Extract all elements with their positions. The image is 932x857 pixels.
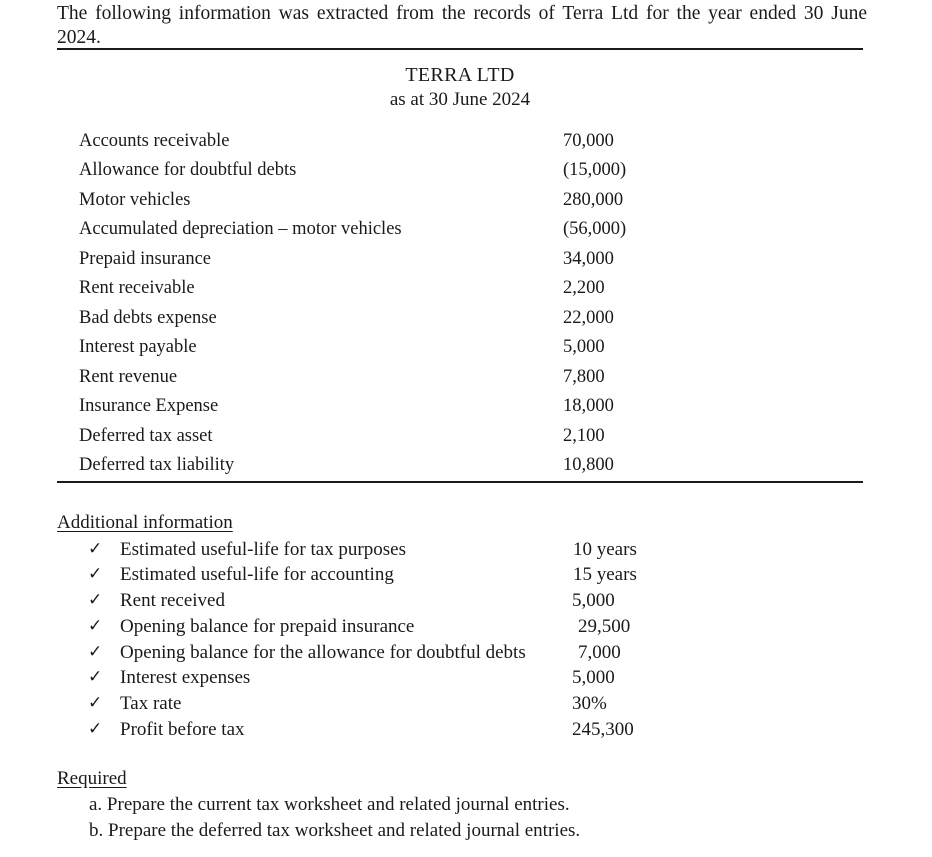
account-value: 5,000 [563,337,605,357]
check-icon: ✓ [88,539,103,559]
check-icon: ✓ [88,616,103,636]
list-item [0,539,932,565]
account-label: Bad debts expense [79,308,217,328]
check-icon: ✓ [88,719,103,739]
account-row [0,455,932,484]
bottom-rule [57,481,863,483]
account-value: 2,100 [563,426,605,446]
list-item [0,564,932,590]
account-row [0,396,932,425]
check-icon: ✓ [88,693,103,713]
info-label: Rent received [120,590,225,611]
account-value: 7,800 [563,367,605,387]
info-value: 29,500 [578,616,631,637]
account-value: 10,800 [563,455,614,475]
list-item [0,590,932,616]
account-label: Prepaid insurance [79,249,212,269]
info-value: 5,000 [572,590,615,611]
account-label: Deferred tax asset [79,426,213,446]
account-value: 280,000 [563,190,624,210]
account-value: 2,200 [563,278,605,298]
account-value: (15,000) [563,160,627,180]
info-label: Interest expenses [120,667,251,688]
required-item: b. Prepare the deferred tax worksheet and related journal entries. [89,820,581,841]
intro-paragraph: The following information was extracted from the records of Terra Ltd for the year ended 30 June 2024. [57,3,867,48]
info-label: Estimated useful-life for accounting [120,564,394,585]
check-icon: ✓ [88,642,103,662]
account-label: Insurance Expense [79,396,219,416]
required-heading: Required [57,768,127,789]
top-rule [57,48,863,50]
account-row [0,190,932,219]
list-item [0,693,932,719]
account-row [0,131,932,160]
info-value: 7,000 [578,642,621,663]
info-label: Opening balance for prepaid insurance [120,616,415,637]
account-value: 70,000 [563,131,614,151]
account-row [0,278,932,307]
account-row [0,367,932,396]
account-row [0,219,932,248]
account-label: Deferred tax liability [79,455,235,475]
account-value: 34,000 [563,249,614,269]
info-value: 10 years [573,539,637,560]
list-item [0,667,932,693]
account-label: Rent receivable [79,278,195,298]
account-label: Interest payable [79,337,197,357]
list-item [0,719,932,745]
account-label: Accumulated depreciation – motor vehicles [79,219,402,239]
info-label: Profit before tax [120,719,245,740]
info-label: Estimated useful-life for tax purposes [120,539,406,560]
list-item [0,616,932,642]
info-value: 15 years [573,564,637,585]
account-row [0,337,932,366]
info-value: 30% [572,693,607,714]
info-label: Tax rate [120,693,182,714]
account-value: 22,000 [563,308,614,328]
info-label: Opening balance for the allowance for doubtful debts [120,642,526,663]
info-value: 5,000 [572,667,615,688]
account-value: (56,000) [563,219,627,239]
account-label: Accounts receivable [79,131,230,151]
check-icon: ✓ [88,667,103,687]
additional-info-heading: Additional information [57,512,233,533]
check-icon: ✓ [88,590,103,610]
account-label: Rent revenue [79,367,178,387]
company-name: TERRA LTD [405,64,515,86]
account-row [0,249,932,278]
account-value: 18,000 [563,396,614,416]
account-label: Motor vehicles [79,190,191,210]
info-value: 245,300 [572,719,634,740]
statement-date: as at 30 June 2024 [389,89,531,110]
account-row [0,160,932,189]
account-row [0,308,932,337]
list-item [0,642,932,668]
check-icon: ✓ [88,564,103,584]
account-label: Allowance for doubtful debts [79,160,297,180]
required-item: a. Prepare the current tax worksheet and related journal entries. [89,794,570,815]
account-row [0,426,932,455]
